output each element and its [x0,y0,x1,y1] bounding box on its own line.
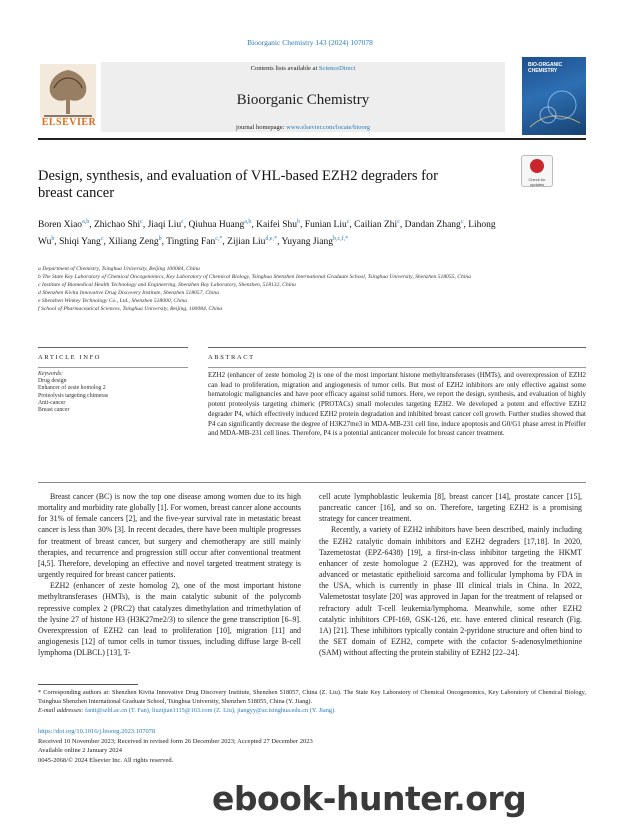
keywords-box [38,367,188,414]
article-info-heading: ARTICLE INFO [38,354,102,361]
footnote-rule [38,684,138,685]
journal-reference[interactable]: Bioorganic Chemistry 143 (2024) 107078 [247,38,373,47]
author[interactable]: Funian Liu$^c$ [304,219,350,231]
check-updates-label: Check for updates [528,177,546,187]
affiliation: f School of Pharmaceutical Sciences, Tsinghua University, Beijing, 100084, China [38,306,223,313]
keyword: Breast cancer [38,407,70,414]
homepage-line: journal homepage: www.elsevier.com/locate/bioorg [235,124,371,131]
journal-masthead [38,57,586,135]
paragraph: cell acute lymphoblastic leukemia [8], breast cancer [14], prostate cancer [15], pancreatic cancer [16], and so on. Therefore, targeting EZH2 is a promising strategy for cancer treatment. [319,492,582,524]
author[interactable]: Kaifei Shu$^b$ [256,219,301,231]
sciencedirect-link[interactable]: ScienceDirect [318,65,356,72]
doi-link[interactable]: https://doi.org/10.1016/j.bioorg.2023.107078 [38,728,156,735]
keyword: Enhancer of zeste homolog 2 [38,385,106,392]
author[interactable]: Shiqi Yang$^c$ [59,236,104,248]
journal-cover-thumbnail [522,57,586,135]
paragraph: Recently, a variety of EZH2 inhibitors have been described, mainly including the EZH2 catalytic domain inhibitors and EZH2 degraders [17,18]. In 2020, Tazemetostat (EPZ-6438) [19], a first-in-class inhibitor targeting the HKMT enhancer of zeste homologue 2 (EZH2), was approved for the treatment of advanced or metastatic epithelioid sarcoma and follicular lymphoma by FDA in the USA, which is currently in phase III clinical trials in China. In 2022, Valemetostat tosylate [20] was approved in Japan for the treatment of relapsed or refractory adult T-cell leukemia/lymphoma. Meanwhile, some other EZH2 catalytic inhibitors CPI-169, GSK-126, etc. have entered clinical research (Fig. 1A) [21]. These inhibitors typically contain 2-pyridone structure and often bind to the SET domain of EZH2, compete with the cofactor S-adenosylmethionine (SAM) without affecting the protein stability of EZH2 [22–24]. [319,525,582,658]
body-column-right [319,491,582,658]
affiliation: b The State Key Laboratory of Chemical Oncogenomics, Key Laboratory of Chemical Biology, Tsinghua Shenzhen International Graduate School, Tsinghua University, Shenzhen 518055, China [38,274,471,281]
cover-title: BIO-ORGANIC CHEMISTRY [528,62,563,74]
corresponding-note: * Corresponding authors at: Shenzhen Kivita Innovative Drug Discovery Institute, Shenzhen 518057, China (Z. Liu). The State Key Laboratory of Chemical Oncogenomics, Key Laboratory of Chemical Biology, Tsinghua Shenzhen International Graduate School, Tsinghua University, Shenzhen 518055, China (Y. Jiang). [38,689,586,705]
affiliation: a Department of Chemistry, Tsinghua University, Beijing 100084, China [38,266,200,272]
received-dates: Received 10 November 2023; Received in revised form 26 December 2023; Accepted 27 December 2023 [38,737,313,745]
affiliations [38,265,558,314]
copyright: 0045-2068/© 2024 Elsevier Inc. All rights reserved. [38,756,174,764]
homepage-link[interactable]: www.elsevier.com/locate/bioorg [286,124,371,131]
author[interactable]: Yuyang Jiang$^{b,c,f,*}$ [281,236,349,248]
header-rule [38,138,586,140]
keyword: Drug design [38,378,67,384]
author[interactable]: Jiaqi Liu$^c$ [147,219,184,231]
keyword: Proteolysis targeting chimeras [38,392,109,399]
affiliation: d Shenzhen Kivita Innovative Drug Discovery Institute, Shenzhen 518057, China [38,290,219,297]
author[interactable]: Tingting Fan$^{c,*}$ [166,236,223,248]
author[interactable]: Zhichao Shi$^c$ [93,219,143,231]
publisher-name: ELSEVIER [41,117,97,128]
divider [208,347,586,348]
abstract-text: EZH2 (enhancer of zeste homolog 2) is one of the most important histone methyltransferases (HMTs), and overexpression of EZH2 can lead to proliferation, migration and angiogenesis of tumor cells. But most of EZH2 inhibitors are only effective against some hematologic malignancies and have poor efficacy against solid tumors. Here, we report the design, synthesis, and evaluation of highly potent proteolysis targeting chimeric (PROTACs) small molecules targeting EZH2. We developed a potent and effective EZH2 degrader P4, which effectively induced EZH2 protein degradation and inhibited breast cancer cell growth. Further studies showed that P4 can significantly decrease the degree of H3K27me3 in MDA-MB-231 cell line, induce apoptosis and G0/G1 phase arrest in Pfeiffer and MDA-MB-231 cell lines. Therefore, P4 is a potential anticancer molecule for breast cancer treatment. [208,367,586,439]
email-addresses[interactable]: fantt@szbl.ac.cn (T. Fan), liuzijian1115@163.com (Z. Liu), jiangyy@sz.tsinghua.edu.cn (Y. Jiang). [85,707,336,714]
author[interactable]: Boren Xiao$^{a,b}$ [38,219,90,231]
author[interactable]: Qiuhua Huang$^{a,b}$ [188,219,252,231]
article-title: Design, synthesis, and evaluation of VHL-based EZH2 degraders for breast cancer [38,168,438,201]
masthead-center [101,62,505,132]
divider [38,347,188,348]
author[interactable]: Xiliang Zeng$^b$ [108,236,162,248]
author[interactable]: Zijian Liu$^{d,e,*}$ [227,236,278,248]
journal-title: Bioorganic Chemistry [236,92,370,108]
affiliation: e Shenzhen Winkey Technology Co., Ltd., Shenzhen 518000, China [38,298,188,305]
author[interactable]: Dandan Zhang$^c$ [404,219,464,231]
author[interactable]: Lihong Wu$^b$ [38,220,496,248]
check-updates-icon [530,159,544,173]
affiliation: c Institute of Biomedical Health Technology and Engineering, Shenzhen Bay Laboratory, Shenzhen, 518132, China [38,282,296,289]
contents-line: Contents lists available at ScienceDirect [250,65,356,72]
divider [38,482,586,483]
watermark: ebook-hunter.org [212,779,527,818]
cover-art [522,57,586,135]
email-label: E-mail addresses: [38,707,84,714]
check-for-updates-button[interactable] [521,155,553,187]
keyword: Anti-cancer [38,399,66,406]
body-column-left [38,491,301,658]
author[interactable]: Cailian Zhi$^c$ [354,219,400,231]
footnote [38,688,586,715]
keywords-label: Keywords: [38,371,63,377]
author-list: Boren Xiao$^{a,b}$, Zhichao Shi$^c$, Jiaqi Liu$^c$, Qiuhua Huang$^{a,b}$, Kaifei Shu$^b$, Funian Liu$^c$, Cailian Zhi$^c$, Dandan Zhang$^c$, Lihong Wu$^b$, Shiqi Yang$^c$, Xiliang Zeng$^b$, Tingting Fan$^{c,*}$, Zijian Liu$^{d,e,*}$, Yuyang Jiang$^{b,c,f,*}$ [38,219,496,248]
abstract-heading: ABSTRACT [208,354,255,361]
article-meta [38,727,438,765]
email-line [38,706,586,715]
paragraph: EZH2 (enhancer of zeste homolog 2), one of the most important histone methyltransferases (HMTs), is the main catalytic subunit of the polycomb repressive complex 2 (PRC2) that catalyzes dimethylation and trimethylation of the lysine 27 of histone H3 (H3K27me2/3) to silence the gene transcription [6–9]. Overexpression of EZH2 can lead to proliferation [10], migration [11] and angiogenesis [12] of tumor cells in tumor tissues, including diffuse large B-cell lymphoma (DLBCL) [13], T- [38,581,301,658]
available-online: Available online 2 January 2024 [38,747,122,755]
paragraph: Breast cancer (BC) is now the top one disease among women due to its high mortality and morbidity rate globally [1]. For women, breast cancer alone accounts for 31% of female cancers [2], and the five-year survival rate in metastatic breast cancer is less than 30% [3]. In recent decades, there have been multiple progresses for treatment of breast cancer, but surgery and chemotherapy are still mainly therapies, and recurrence and progression still occur after conventional treatment [4,5]. Therefore, developing an effective and novel targeted treatment strategy is urgently required for breast cancer patients. [38,492,301,580]
